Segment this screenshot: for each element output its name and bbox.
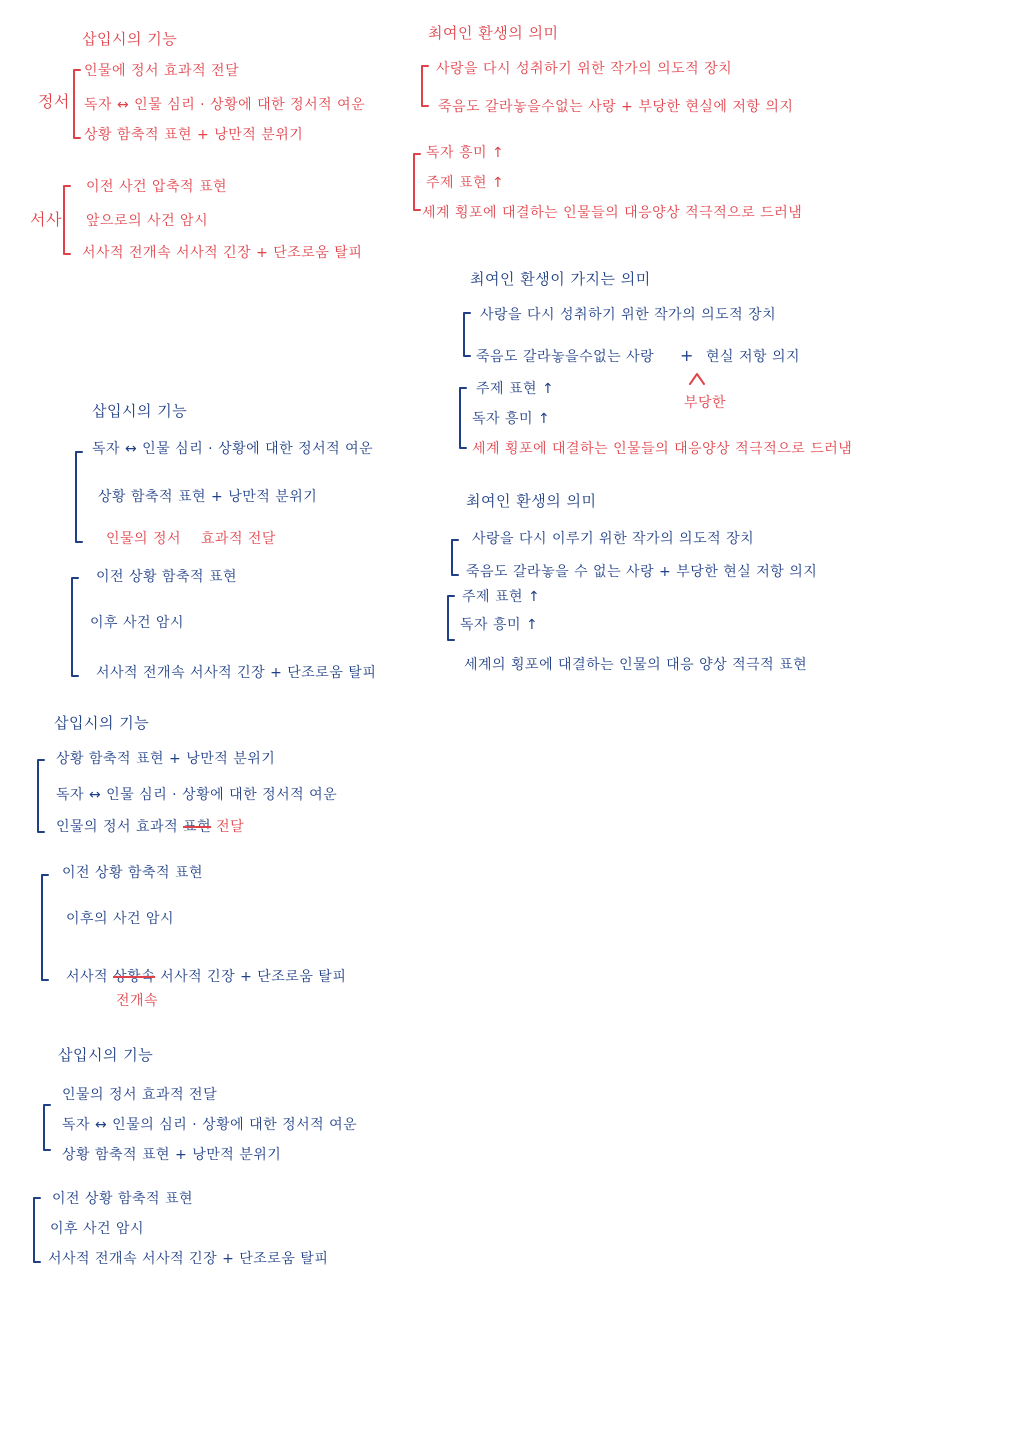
- red-insert-emotion-3: 상황 함축적 표현 + 낭만적 분위기: [84, 127, 304, 143]
- blue-meaning1-g1-3: 현실 저항 의지: [706, 349, 801, 365]
- red-meaning-g2-2: 주제 표현 ↑: [426, 175, 505, 191]
- blue-meaning2-g1-2: 죽음도 갈라놓을 수 없는 사랑 + 부당한 현실 저항 의지: [466, 564, 818, 580]
- red-insert-emotion-2: 독자 ↔ 인물 심리 · 상황에 대한 정서적 여운: [84, 97, 366, 113]
- blue-insert1-g2-2: 이후 사건 암시: [90, 615, 185, 631]
- blue-insert1-g1-3a: [106, 532, 276, 546]
- blue-meaning1-title: 최여인 환생이 가지는 의미: [470, 270, 651, 288]
- red-meaning-g2-3: 세계 횡포에 대결하는 인물들의 대응양상 적극적으로 드러냄: [422, 205, 803, 221]
- blue-insert3-title: 삽입시의 기능: [58, 1046, 154, 1064]
- blue-insert1-g1-1: 독자 ↔ 인물 심리 · 상황에 대한 정서적 여운: [92, 441, 374, 457]
- red-insert-label-emotion: 정서: [38, 92, 70, 111]
- blue-insert3-g1-1: 인물의 정서 효과적 전달: [62, 1087, 218, 1103]
- blue-insert1-g1-3b-text: 효과적 전달: [200, 531, 276, 547]
- blue-meaning2-title: 최여인 환생의 의미: [466, 492, 597, 510]
- blue-meaning2-g2-1: 주제 표현 ↑: [462, 589, 541, 605]
- blue-insert2-g1-1: 상황 함축적 표현 + 낭만적 분위기: [56, 751, 276, 767]
- blue-insert2-g2-3: [66, 970, 346, 984]
- blue-insert2-g2-3-struck: 상황속: [113, 969, 156, 985]
- blue-meaning1-g2-2: 독자 흥미 ↑: [472, 411, 551, 427]
- red-meaning-g1-2: 죽음도 갈라놓을수없는 사랑 + 부당한 현실에 저항 의지: [438, 99, 794, 115]
- blue-insert2-title: 삽입시의 기능: [54, 714, 150, 732]
- blue-meaning1-g1-2: 죽음도 갈라놓을수없는 사랑: [476, 349, 655, 365]
- blue-meaning1-g2-1: 주제 표현 ↑: [476, 381, 555, 397]
- blue-insert2-g2-1: 이전 상황 함축적 표현: [62, 865, 204, 881]
- red-meaning-g1-1: 사랑을 다시 성취하기 위한 작가의 의도적 장치: [436, 61, 733, 77]
- blue-insert2-g2-fix: 전개속: [116, 993, 159, 1009]
- red-meaning-g2-1: 독자 흥미 ↑: [426, 145, 505, 161]
- blue-insert2-g1-3-fix: 전달: [216, 819, 245, 835]
- blue-meaning1-g2-3: 세계 횡포에 대결하는 인물들의 대응양상 적극적으로 드러냄: [472, 441, 853, 457]
- blue-meaning1-plus: +: [680, 346, 694, 365]
- blue-insert2-g1-3-struck: 표현: [183, 819, 212, 835]
- blue-insert1-g2-1: 이전 상황 함축적 표현: [96, 569, 238, 585]
- blue-meaning1-g1-1: 사랑을 다시 성취하기 위한 작가의 의도적 장치: [480, 307, 777, 323]
- blue-meaning2-g2-2: 독자 흥미 ↑: [460, 617, 539, 633]
- blue-insert3-g1-3: 상황 함축적 표현 + 낭만적 분위기: [62, 1147, 282, 1163]
- red-insert-emotion-1: 인물에 정서 효과적 전달: [84, 63, 240, 79]
- blue-meaning1-insert-word: 부당한: [684, 395, 727, 411]
- blue-insert2-g1-3: [56, 820, 244, 834]
- blue-meaning2-g1-1: 사랑을 다시 이루기 위한 작가의 의도적 장치: [472, 531, 755, 547]
- red-insert-title: 삽입시의 기능: [82, 30, 178, 48]
- blue-insert3-g1-2: 독자 ↔ 인물의 심리 · 상황에 대한 정서적 여운: [62, 1117, 358, 1133]
- blue-insert3-g2-1: 이전 상황 함축적 표현: [52, 1191, 194, 1207]
- red-insert-narrative-3: 서사적 전개속 서사적 긴장 + 단조로움 탈피: [82, 245, 363, 261]
- blue-insert2-g1-3-text: 인물의 정서 효과적: [56, 819, 179, 835]
- blue-insert2-g2-3-b: 서사적 긴장 + 단조로움 탈피: [160, 969, 347, 985]
- blue-insert1-g1-3a-text: 인물의 정서: [106, 531, 182, 547]
- red-meaning-title: 최여인 환생의 의미: [428, 24, 559, 42]
- blue-insert3-g2-3: 서사적 전개속 서사적 긴장 + 단조로움 탈피: [48, 1251, 329, 1267]
- blue-insert1-g2-3: 서사적 전개속 서사적 긴장 + 단조로움 탈피: [96, 665, 377, 681]
- blue-insert2-g1-2: 독자 ↔ 인물 심리 · 상황에 대한 정서적 여운: [56, 787, 338, 803]
- red-insert-narrative-2: 앞으로의 사건 암시: [86, 213, 209, 229]
- blue-insert1-title: 삽입시의 기능: [92, 402, 188, 420]
- red-insert-narrative-1: 이전 사건 압축적 표현: [86, 179, 228, 195]
- blue-insert1-g1-2: 상황 함축적 표현 + 낭만적 분위기: [98, 489, 318, 505]
- blue-insert2-g2-3-a: 서사적: [66, 969, 109, 985]
- blue-insert3-g2-2: 이후 사건 암시: [50, 1221, 145, 1237]
- blue-insert2-g2-2: 이후의 사건 암시: [66, 911, 175, 927]
- red-insert-label-narrative: 서사: [30, 210, 62, 229]
- blue-meaning2-last: 세계의 횡포에 대결하는 인물의 대응 양상 적극적 표현: [464, 657, 808, 673]
